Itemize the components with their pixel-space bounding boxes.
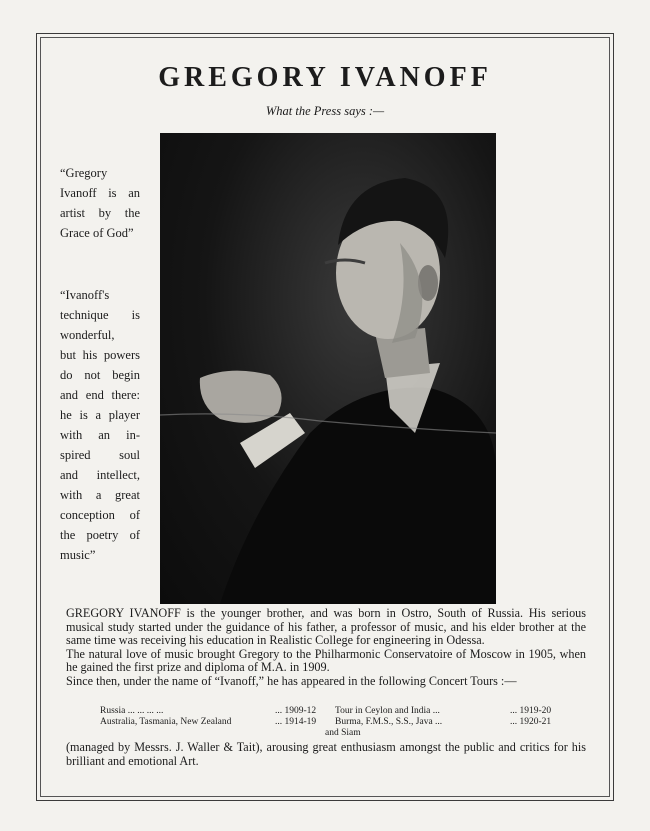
quote-line: artist by the [60,206,140,220]
tour-extra: and Siam [325,728,361,738]
tour-row [100,706,570,717]
quote-line: wonderful, [60,328,115,342]
quote-line: “Ivanoff's [60,288,110,302]
quote-line: with a great [60,488,140,502]
portrait-photo [160,133,496,604]
quote-line: conception of [60,508,140,522]
quote-line: the poetry of [60,528,140,542]
quote-line: do not begin [60,368,140,382]
quote-line: and end there: [60,388,140,402]
page-title: GREGORY IVANOFF [158,62,492,93]
press-quote-2 [60,285,140,565]
portrait-illustration [160,133,496,604]
tour-name: Australia, Tasmania, New Zealand [100,717,232,727]
quote-line: Ivanoff is an [60,186,140,200]
biography-text [66,607,586,689]
quote-line: music” [60,548,96,562]
quote-line: but his powers [60,348,140,362]
tour-years: ... 1920-21 [510,717,552,727]
bio-paragraph: Since then, under the name of “Ivanoff,” he has appeared in the following Concert Tours :— [66,673,517,688]
concert-tours-table [100,706,570,739]
tour-years: ... 1919-20 [510,706,552,716]
quote-line: technique is [60,308,140,322]
tour-years: ... 1909-12 [275,706,317,716]
tour-years: ... 1914-19 [275,717,317,727]
tour-name: Russia ... ... ... ... [100,706,164,716]
tour-name: Burma, F.M.S., S.S., Java ... [335,717,443,727]
quote-line: “Gregory [60,166,108,180]
quote-line: and intellect, [60,468,140,482]
press-quote-1 [60,163,140,243]
press-subtitle: What the Press says :— [265,104,385,118]
tour-name: Tour in Ceylon and India ... [335,706,440,716]
quote-line: spired soul [60,448,140,462]
bio-paragraph: The natural love of music brought Gregory to the Philharmonic Conservatoire of Moscow in 1905, when he gained the first prize and diploma of M.A. in 1909. [66,646,586,675]
quote-line: he is a player [60,408,140,422]
bio-paragraph: GREGORY IVANOFF is the younger brother, and was born in Ostro, South of Russia. His serious musical study started under the guidance of his father, a professor of music, and his elder brother at the same time was receiving his education in Realistic College for engineering in Odessa. [66,606,586,648]
quote-line: with an in- [60,428,140,442]
tour-row [100,717,570,728]
quote-line: Grace of God” [60,226,134,240]
closing-text: (managed by Messrs. J. Waller & Tait), arousing great enthusiasm amongst the public and critics for his brilliant and emotional Art. [66,740,586,768]
